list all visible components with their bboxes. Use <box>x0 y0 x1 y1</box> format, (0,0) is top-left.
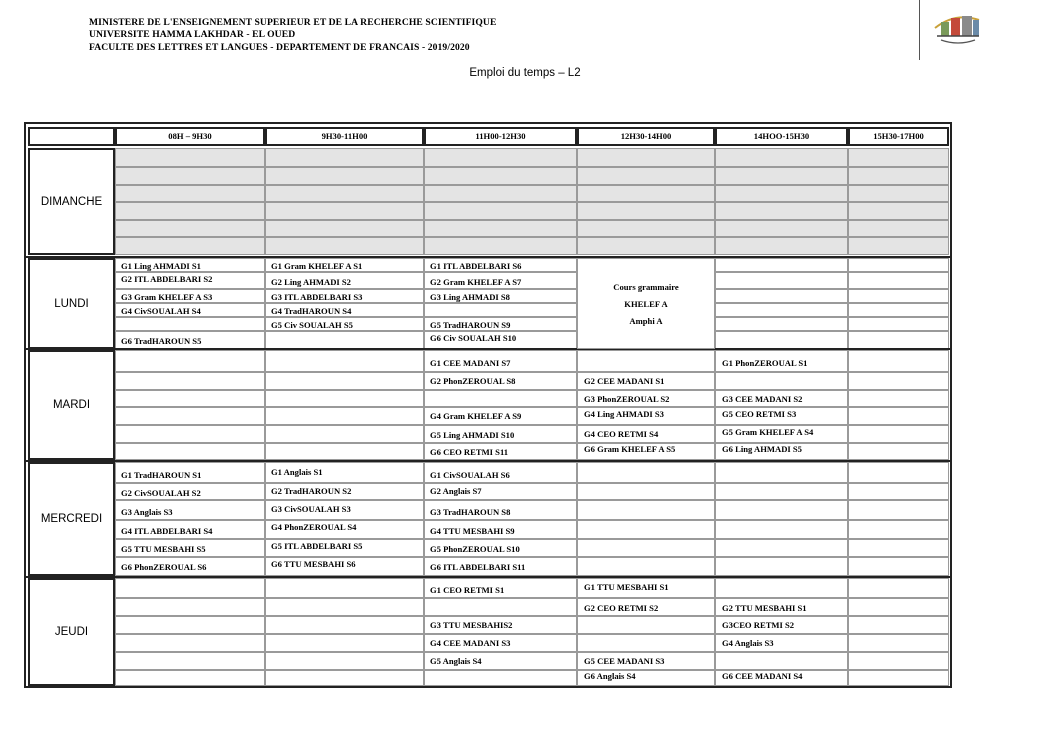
timetable-cell <box>848 350 949 372</box>
session-entry: G1 Ling AHMADI S1 <box>121 261 201 271</box>
timetable-cell <box>115 652 265 670</box>
timetable-cell <box>848 272 949 289</box>
session-entry: G4 PhonZEROUAL S4 <box>271 522 357 532</box>
timetable-cell <box>848 258 949 272</box>
timetable-cell <box>115 202 265 220</box>
session-entry: G5 Anglais S4 <box>430 656 482 666</box>
session-entry: G5 CEO RETMI S3 <box>722 409 797 419</box>
timetable-cell <box>577 500 715 520</box>
timetable-cell <box>715 185 848 202</box>
timetable-cell <box>848 598 949 616</box>
timetable-cell <box>848 670 949 686</box>
session-entry: G3 Gram KHELEF A S3 <box>121 292 213 302</box>
session-entry: G2 CEO RETMI S2 <box>584 603 659 613</box>
timetable-cell <box>265 634 424 652</box>
timetable-cell <box>577 520 715 539</box>
session-entry: G3 TradHAROUN S8 <box>430 507 511 517</box>
session-entry: G3 ITL ABDELBARI S3 <box>271 292 363 302</box>
timetable-cell <box>424 670 577 686</box>
session-entry: G6 Civ SOUALAH S10 <box>430 333 517 343</box>
session-entry: G6 Ling AHMADI S5 <box>722 444 802 454</box>
timetable-cell <box>115 578 265 598</box>
timetable-cell <box>848 289 949 303</box>
day-label-jeudi: JEUDI <box>28 578 115 686</box>
timetable-cell <box>848 407 949 425</box>
session-entry: G5 ITL ABDELBARI S5 <box>271 541 363 551</box>
timetable-cell <box>848 303 949 317</box>
timetable-cell <box>848 500 949 520</box>
session-entry: G2 ITL ABDELBARI S2 <box>121 274 213 284</box>
timetable-cell <box>577 557 715 576</box>
column-header-2: 9H30-11H00 <box>265 127 424 146</box>
session-entry: G4 ITL ABDELBARI S4 <box>121 526 213 536</box>
column-header-5: 14HOO-15H30 <box>715 127 848 146</box>
timetable-cell <box>265 331 424 349</box>
timetable-cell <box>577 350 715 372</box>
timetable-cell <box>424 148 577 167</box>
institution-header <box>89 17 496 54</box>
timetable-cell <box>577 237 715 255</box>
session-entry: G1 TradHAROUN S1 <box>121 470 202 480</box>
session-entry: G6 CEO RETMI S11 <box>430 447 509 457</box>
column-header-6: 15H30-17H00 <box>848 127 949 146</box>
timetable-cell <box>715 652 848 670</box>
timetable-cell <box>115 616 265 634</box>
day-label-mardi: MARDI <box>28 350 115 460</box>
university-line: UNIVERSITE HAMMA LAKHDAR - EL OUED <box>89 29 296 41</box>
timetable-cell <box>265 185 424 202</box>
timetable-cell <box>424 202 577 220</box>
timetable-cell <box>848 557 949 576</box>
timetable-cell <box>424 185 577 202</box>
timetable-cell <box>848 520 949 539</box>
timetable-cell <box>577 616 715 634</box>
timetable-cell <box>715 500 848 520</box>
session-entry: G4 CEE MADANI S3 <box>430 638 511 648</box>
timetable-cell <box>115 390 265 407</box>
timetable-cell <box>848 652 949 670</box>
timetable-cell <box>577 220 715 237</box>
session-entry: G1 Anglais S1 <box>271 467 323 477</box>
timetable-cell <box>115 350 265 372</box>
timetable-cell <box>848 237 949 255</box>
session-entry: G2 TradHAROUN S2 <box>271 486 352 496</box>
session-entry: G1 PhonZEROUAL S1 <box>722 358 808 368</box>
timetable-cell <box>715 462 848 483</box>
page-title: Emploi du temps – L2 <box>469 67 581 79</box>
timetable-cell <box>577 148 715 167</box>
timetable-cell <box>265 350 424 372</box>
session-entry: G1 CivSOUALAH S6 <box>430 470 510 480</box>
session-entry: G6 CEE MADANI S4 <box>722 671 803 681</box>
timetable-cell <box>848 483 949 500</box>
session-entry: G4 CivSOUALAH S4 <box>121 306 201 316</box>
timetable-cell <box>424 237 577 255</box>
session-entry: G6 TTU MESBAHI S6 <box>271 559 356 569</box>
day-separator <box>24 256 952 258</box>
timetable-cell <box>848 167 949 185</box>
session-entry: G6 ITL ABDELBARI S11 <box>430 562 526 572</box>
timetable-cell <box>715 202 848 220</box>
timetable-cell <box>715 148 848 167</box>
timetable-cell <box>577 539 715 557</box>
session-entry: G6 TradHAROUN S5 <box>121 336 202 346</box>
timetable-cell <box>424 390 577 407</box>
timetable-cell <box>715 272 848 289</box>
timetable-cell <box>115 670 265 686</box>
day-separator <box>24 460 952 462</box>
timetable-cell <box>715 289 848 303</box>
timetable-cell <box>265 220 424 237</box>
session-entry: G3 CivSOUALAH S3 <box>271 504 351 514</box>
session-entry: G2 TTU MESBAHI S1 <box>722 603 807 613</box>
timetable-cell <box>265 670 424 686</box>
day-label-mercredi: MERCREDI <box>28 462 115 576</box>
timetable-cell <box>848 317 949 331</box>
timetable-cell <box>265 372 424 390</box>
day-label-dimanche: DIMANCHE <box>28 148 115 255</box>
session-entry: G2 CEE MADANI S1 <box>584 376 665 386</box>
timetable-cell <box>265 407 424 425</box>
timetable-cell <box>115 634 265 652</box>
timetable-cell <box>265 425 424 443</box>
header-divider <box>919 0 920 60</box>
lecture-text: Cours grammaire <box>613 282 679 292</box>
timetable-cell <box>848 539 949 557</box>
timetable-cell <box>715 258 848 272</box>
timetable-cell <box>265 443 424 460</box>
university-logo-icon <box>933 6 983 52</box>
timetable-cell <box>715 372 848 390</box>
timetable-cell <box>424 303 577 317</box>
session-entry: G3 Ling AHMADI S8 <box>430 292 510 302</box>
timetable-cell <box>848 462 949 483</box>
timetable-cell <box>577 483 715 500</box>
merged-lecture-cell <box>577 258 715 349</box>
session-entry: G4 TradHAROUN S4 <box>271 306 352 316</box>
session-entry: G1 ITL ABDELBARI S6 <box>430 261 522 271</box>
timetable-cell <box>115 317 265 331</box>
session-entry: G3 PhonZEROUAL S2 <box>584 394 670 404</box>
session-entry: G1 Gram KHELEF A S1 <box>271 261 363 271</box>
session-entry: G2 Anglais S7 <box>430 486 482 496</box>
session-entry: G6 PhonZEROUAL S6 <box>121 562 207 572</box>
session-entry: G5 PhonZEROUAL S10 <box>430 544 520 554</box>
timetable-cell <box>848 443 949 460</box>
timetable-cell <box>115 185 265 202</box>
timetable-cell <box>577 167 715 185</box>
timetable-cell <box>848 202 949 220</box>
session-entry: G5 TradHAROUN S9 <box>430 320 511 330</box>
day-label-lundi: LUNDI <box>28 258 115 349</box>
timetable-cell <box>715 483 848 500</box>
session-entry: G2 PhonZEROUAL S8 <box>430 376 516 386</box>
session-entry: G2 CivSOUALAH S2 <box>121 488 201 498</box>
timetable-cell <box>115 148 265 167</box>
column-header-4: 12H30-14H00 <box>577 127 715 146</box>
header-corner-cell <box>28 127 115 146</box>
timetable-cell <box>424 598 577 616</box>
session-entry: G3 TTU MESBAHIS2 <box>430 620 513 630</box>
session-entry: G4 Gram KHELEF A S9 <box>430 411 522 421</box>
timetable-cell <box>715 167 848 185</box>
timetable-cell <box>265 148 424 167</box>
session-entry: G6 Gram KHELEF A S5 <box>584 444 676 454</box>
timetable-cell <box>577 185 715 202</box>
timetable-cell <box>265 578 424 598</box>
ministry-line: MINISTERE DE L'ENSEIGNEMENT SUPERIEUR ET DE LA RECHERCHE SCIENTIFIQUE <box>89 17 497 28</box>
session-entry: G3 Anglais S3 <box>121 507 173 517</box>
timetable-cell <box>715 317 848 331</box>
timetable-cell <box>848 372 949 390</box>
timetable-cell <box>265 202 424 220</box>
timetable-cell <box>848 425 949 443</box>
timetable-cell <box>848 390 949 407</box>
timetable-cell <box>577 634 715 652</box>
timetable-cell <box>577 462 715 483</box>
timetable-cell <box>715 578 848 598</box>
session-entry: G5 Gram KHELEF A S4 <box>722 427 814 437</box>
timetable-cell <box>265 167 424 185</box>
timetable-cell <box>424 167 577 185</box>
timetable-cell <box>715 539 848 557</box>
session-entry: G1 TTU MESBAHI S1 <box>584 582 669 592</box>
lecture-text: Amphi A <box>629 316 663 326</box>
timetable-cell <box>715 220 848 237</box>
timetable-cell <box>115 443 265 460</box>
timetable-cell <box>577 202 715 220</box>
column-header-1: 08H – 9H30 <box>115 127 265 146</box>
session-entry: G6 Anglais S4 <box>584 671 636 681</box>
session-entry: G3CEO RETMI S2 <box>722 620 795 630</box>
session-entry: G1 CEO RETMI S1 <box>430 585 505 595</box>
timetable-cell <box>715 303 848 317</box>
timetable-cell <box>115 407 265 425</box>
session-entry: G5 CEE MADANI S3 <box>584 656 665 666</box>
session-entry: G2 Gram KHELEF A S7 <box>430 277 522 287</box>
timetable-cell <box>848 331 949 349</box>
timetable-cell <box>715 520 848 539</box>
faculty-line: FACULTE DES LETTRES ET LANGUES - DEPARTEMENT DE FRANCAIS - 2019/2020 <box>89 41 470 53</box>
lecture-text: KHELEF A <box>624 299 668 309</box>
timetable-cell <box>115 425 265 443</box>
session-entry: G1 CEE MADANI S7 <box>430 358 511 368</box>
timetable-cell <box>115 237 265 255</box>
column-header-3: 11H00-12H30 <box>424 127 577 146</box>
timetable-cell <box>715 331 848 349</box>
timetable-cell <box>265 390 424 407</box>
session-entry: G4 Ling AHMADI S3 <box>584 409 664 419</box>
session-entry: G2 Ling AHMADI S2 <box>271 277 351 287</box>
timetable-cell <box>115 167 265 185</box>
timetable-cell <box>265 616 424 634</box>
session-entry: G5 Civ SOUALAH S5 <box>271 320 353 330</box>
timetable-cell <box>848 578 949 598</box>
timetable-cell <box>424 220 577 237</box>
timetable-cell <box>265 237 424 255</box>
timetable-cell <box>115 220 265 237</box>
timetable-cell <box>265 652 424 670</box>
timetable-cell <box>115 598 265 616</box>
session-entry: G4 CEO RETMI S4 <box>584 429 659 439</box>
session-entry: G4 TTU MESBAHI S9 <box>430 526 515 536</box>
timetable-cell <box>715 557 848 576</box>
timetable-cell <box>848 616 949 634</box>
session-entry: G3 CEE MADANI S2 <box>722 394 803 404</box>
timetable-cell <box>115 372 265 390</box>
day-separator <box>24 348 952 350</box>
session-entry: G5 Ling AHMADI S10 <box>430 430 515 440</box>
day-separator <box>24 576 952 578</box>
timetable-cell <box>715 237 848 255</box>
timetable-cell <box>848 220 949 237</box>
timetable-cell <box>848 185 949 202</box>
timetable-cell <box>848 634 949 652</box>
timetable-cell <box>848 148 949 167</box>
session-entry: G5 TTU MESBAHI S5 <box>121 544 206 554</box>
session-entry: G4 Anglais S3 <box>722 638 774 648</box>
timetable-cell <box>265 598 424 616</box>
